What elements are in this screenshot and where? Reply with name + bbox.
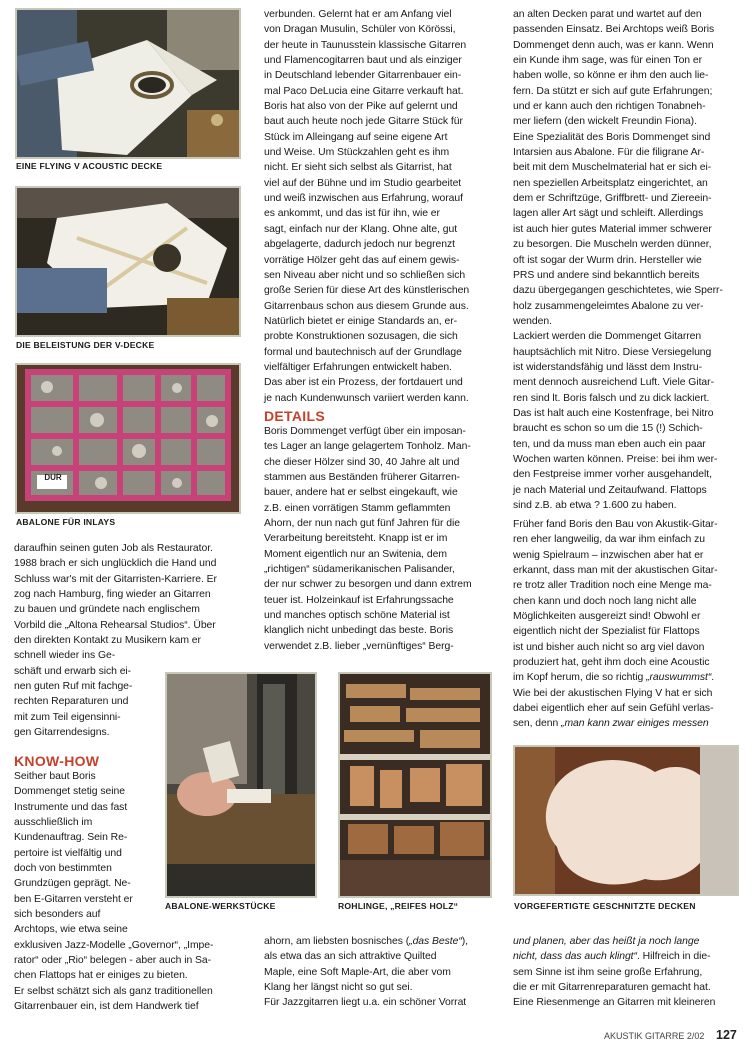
right-column-top: an alten Decken parat und wartet auf den passenden Einsatz. Bei Archtops weiß Boris Dommenget denn auch, was er kann. Wenn ein Kunde ihm sage, was für einen Ton er haben wolle, so könne er ihm den auch lie- fern. Da stützt er sich auf gute Erfahrungen; und er kann auch den richtigen Tonabneh- mer liefern (den wickelt Freundin Fiona). Eine Spezialität des Boris Dommenget sind Intarsien aus Abalone. Für die filigrane Ar- beit mit dem Muschelmaterial hat er sich ei- nen speziellen Arbeitsplatz eingerichtet, an dem er Schriftzüge, Griffbrett- und Ziereein- lagen aller Art sägt und schleift. Allerdings ist auch hier gutes Material immer schwerer zu besorgen. Die Muscheln werden dünner, oft ist sogar der Wurm drin. Hersteller wie PRS und andere sind bekanntlich bereits dazu übergegangen geschichtetes, wie Sperr- holz zusammengeleimtes Abalone zu ver- wenden. Lackiert werden die Dommenget Gitarren hauptsächlich mit Nitro. Diese Versiegelung ist widerstandsfähig und lässt dem Instru- ment dennoch ausreichend Luft. Viele Gitar- ren sind lt. Boris falsch und zu dick lackiert. Das ist halt auch eine Kostenfrage, bei Nitro braucht es schon so um die 15 (!) Schich- ten, und da muss man eben auch ein paar Wochen warten können. Preise: bei ihm wer- den Festpreise immer vorher ausgehandelt, je nach Material und Zeitaufwand. Flattops sind z.B. ab etwa ? 1.600 zu haben.	[513, 9, 723, 511]
photo-wood-blanks	[338, 672, 492, 898]
footer-page-number: 127	[716, 1028, 737, 1042]
caption-flying-v: EINE FLYING V ACOUSTIC DECKE	[16, 161, 163, 171]
photo-abalone-box	[15, 363, 241, 514]
quote-das-beste: „das Beste“	[409, 936, 462, 947]
text-run: ahorn, am liebsten bosnisches (	[264, 936, 410, 947]
caption-v-bracing: DIE BELEISTUNG DER V-DECKE	[16, 340, 155, 350]
footer-magazine-name: AKUSTIK GITARRE 2/02	[604, 1031, 705, 1041]
photo-flying-v-top	[15, 8, 241, 159]
photo-v-bracing	[15, 186, 241, 337]
quote-rauswummst: „rauswummst“	[646, 672, 712, 684]
heading-know-how: KNOW-HOW	[14, 753, 100, 769]
right-column-bottom	[513, 934, 745, 1011]
box-label-text: DUR	[44, 473, 62, 482]
middle-column-details: Boris Dommenget verfügt über ein imposan- tes Lager an lange gelagertem Tonholz. Man- che dieser Hölzer sind 30, 40 Jahre alt und stammen aus Beständen früherer Gitarren- bauer, andere hat er selbst eingekauft, wie z.B. einen vorrätigen Stamm geflammten Ahorn, der nun nach gut fünf Jahren für die Verarbeitung bereitsteht. Knapp ist er im Moment eigentlich nur an Switenia, dem „richtigen“ südamerikanischen Palisander, der nur schwer zu besorgen und dann extrem teuer ist. Holzeinkauf ist Erfahrungssache und manches optisch schöne Material ist klanglich nicht unbedingt das beste. Boris verwendet z.B. lieber „vernünftiges“ Berg-	[264, 426, 472, 652]
heading-details: DETAILS	[264, 408, 325, 424]
text-run: ), als etwa das an sich attraktive Quilted Maple, eine Soft Maple-Art, die aber vom Klang her längst nicht so gut sei. Für Jazzgitarren liegt u.a. ein schöner Vorrat	[264, 936, 468, 1009]
quote-man-kann: „man kann zwar einiges messen	[561, 718, 709, 730]
text-run: . Hilfreich in die- sem Sinne ist ihm seine große Erfahrung, die er mit Gitarrenreparaturen gemacht hat. Eine Riesenmenge an Gitarren mit kleineren	[513, 951, 716, 1009]
text-run: . Wie bei der akustischen Flying V hat er sich dabei eigentlich eher auf sein Gefühl verlas- sen, denn	[513, 672, 715, 730]
left-column-top: daraufhin seinen guten Job als Restaurator. 1988 brach er sich unglücklich die Hand und Schluss war's mit der Gitarristen-Karriere. Er zog nach Hamburg, fing wieder an Gitarren zu bauen und gründete nach englischem Vorbild die „Altona Rehearsal Studios“. Über den direkten Kontakt zu Musikern kam er schnell wieder ins Ge- schäft und erwarb sich ei- nen guten Ruf mit fachge- rechten Reparaturen und mit zum Teil eigensinni- gen Gitarrendesigns.	[14, 543, 217, 739]
left-column-know-how: Seither baut Boris Dommenget stetig seine Instrumente und das fast ausschließlich im Kundenauftrag. Sein Re- pertoire ist vielfältig und doch von bestimmten Grundzügen geprägt. Ne- ben E-Gitarren versteht er sich besonders auf Archtops, wie etwa seine exklusiven Jazz-Modelle „Governor“, „Impe- rator“ oder „Rio“ belegen - aber auch in Sa- chen Flattops hat er einiges zu bieten. Er selbst schätzt sich als ganz traditionellen Gitarrenbauer ein, ist dem Handwerk tief	[14, 771, 214, 1013]
text-run: Früher fand Boris den Bau von Akustik-Gitar- ren eher langweilig, da war ihm einfach zu wenig Spielraum – inzwischen aber hat er erkannt, dass man mit der akustischen Gitar- re trotz aller Tradition noch eine Menge ma- chen kann und doch noch lang nicht alle Möglichkeiten ausgereizt sind! Obwohl er eigentlich nicht der Spezialist für Flattops ist und bisher auch nicht so arg viel davon produziert hat, geht ihm doch eine Acoustic im Kopf herum, die so richtig	[513, 519, 718, 684]
caption-wood-blanks: ROHLINGE, „REIFES HOLZ“	[338, 901, 459, 911]
caption-abalone-workpieces: ABALONE-WERKSTÜCKE	[165, 901, 276, 911]
caption-carved-tops: VORGEFERTIGTE GESCHNITZTE DECKEN	[514, 901, 696, 911]
photo-carved-tops	[513, 745, 739, 896]
right-column-middle	[513, 517, 745, 732]
quote-und-planen: und planen, aber das heißt ja noch lange nicht, dass das auch klingt“	[513, 936, 700, 963]
caption-abalone-inlays: ABALONE FÜR INLAYS	[16, 517, 116, 527]
middle-column-top: verbunden. Gelernt hat er am Anfang viel von Dragan Musulin, Schüler von Körössi, der heute in Taunusstein klassische Gitarren und Flamencogitarren baut und als einziger in Deutschland lebender Gitarrenbauer ein- mal Paco DeLucia eine Gitarre verkauft hat. Boris hat also von der Pike auf gelernt und baut auch heute noch jede Gitarre Stück für Stück im Alleingang auf seine eigene Art und Weise. Um Stückzahlen geht es ihm nicht. Er sieht sich selbst als Gitarrist, hat viel auf der Bühne und im Studio gearbeitet und weiß inzwischen aus Erfahrung, worauf es ankommt, und das ist für ihn, wie er sagt, einfach nur der Klang. Ohne alte, gut abgelagerte, dadurch jedoch nur begrenzt vorrätige Hölzer geht das auf einem gewis- sen Niveau aber nicht und so schließen sich große Serien für diese Art des künstlerischen Gitarrenbaus schon aus diesem Grunde aus. Natürlich bietet er einige Standards an, er- probte Konstruktionen sozusagen, die sich formal und bautechnisch auf der Grundlage vielfältiger Erfahrungen entwickelt haben. Das aber ist ein Prozess, der fortdauert und je nach Kundenwunsch variiert werden kann.	[264, 9, 470, 404]
middle-column-bottom	[264, 934, 500, 1011]
